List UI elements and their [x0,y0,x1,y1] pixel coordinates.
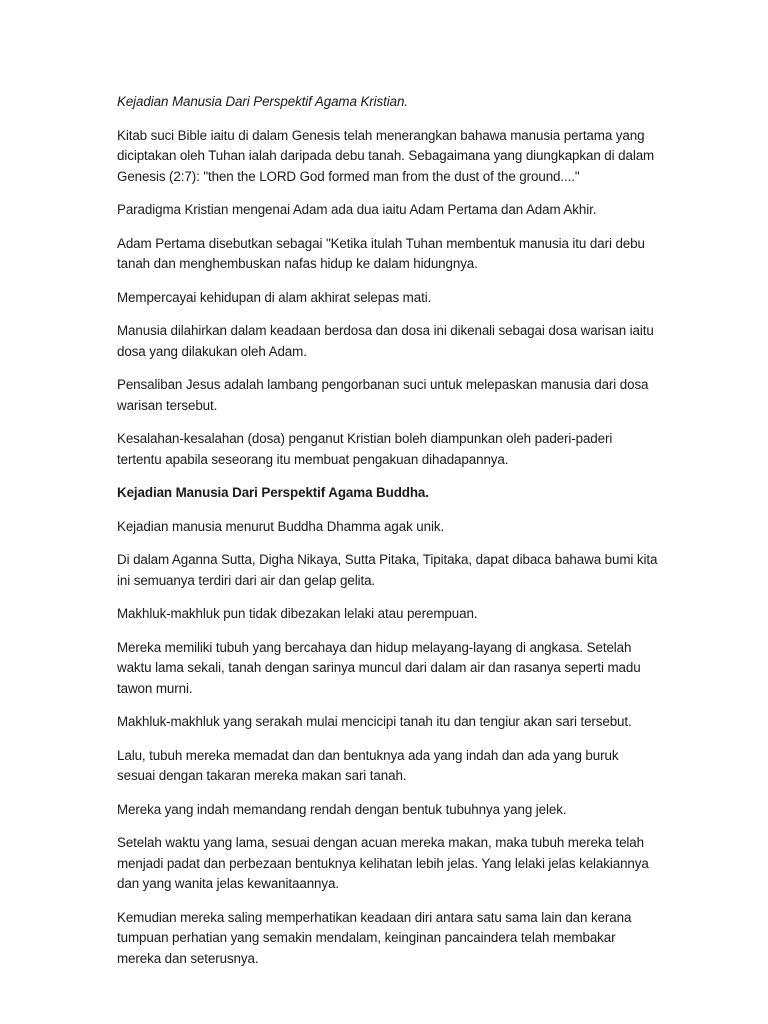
paragraph: Makhluk-makhluk pun tidak dibezakan lelaki atau perempuan. [117,606,478,621]
paragraph: Setelah waktu yang lama, sesuai dengan acuan mereka makan, maka tubuh mereka telah menjadi padat dan perbezaan bentuknya kelihatan lebih jelas. Yang lelaki jelas kelakiannya dan yang wanita jelas kewanitaannya. [117,835,649,891]
paragraph: Kesalahan-kesalahan (dosa) penganut Kristian boleh diampunkan oleh paderi-paderi tertentu apabila seseorang itu membuat pengakuan dihadapannya. [117,431,613,467]
paragraph: Paradigma Kristian mengenai Adam ada dua iaitu Adam Pertama dan Adam Akhir. [117,202,597,217]
paragraph: Mempercayai kehidupan di alam akhirat selepas mati. [117,289,432,305]
section-heading-buddha: Kejadian Manusia Dari Perspektif Agama Buddha. [117,485,429,500]
paragraph: Kemudian mereka saling memperhatikan keadaan diri antara satu sama lain dan kerana tumpuan perhatian yang semakin mendalam, keinginan pancaindera telah membakar mereka dan seterusnya. [117,909,632,966]
paragraph: Lalu, tubuh mereka memadat dan dan bentuknya ada yang indah dan ada yang buruk sesuai dengan takaran mereka makan sari tanah. [117,747,619,783]
paragraph: Kitab suci Bible iaitu di dalam Genesis telah menerangkan bahawa manusia pertama yang diciptakan oleh Tuhan ialah daripada debu tanah. Sebagaimana yang diungkapkan di dalam Genesis (2:7): "then the LORD God formed man from the dust of the ground...." [117,127,655,184]
section-heading-kristian: Kejadian Manusia Dari Perspektif Agama Kristian. [117,94,408,109]
paragraph: Manusia dilahirkan dalam keadaan berdosa dan dosa ini dikenali sebagai dosa warisan iaitu dosa yang dilakukan oleh Adam. [117,323,654,359]
paragraph: Makhluk-makhluk yang serakah mulai mencicipi tanah itu dan tengiur akan sari tersebut. [117,714,632,729]
paragraph: Mereka memiliki tubuh yang bercahaya dan hidup melayang-layang di angkasa. Setelah waktu lama sekali, tanah dengan sarinya muncul dari dalam air dan rasanya seperti madu tawon murni. [117,639,641,696]
paragraph: Di dalam Aganna Sutta, Digha Nikaya, Sutta Pitaka, Tipitaka, dapat dibaca bahawa bumi kita ini semuanya terdiri dari air dan gelap gelita. [117,552,658,588]
paragraph: Adam Pertama disebutkan sebagai "Ketika itulah Tuhan membentuk manusia itu dari debu tanah dan menghembuskan nafas hidup ke dalam hidungnya. [117,235,645,271]
paragraph: Mereka yang indah memandang rendah dengan bentuk tubuhnya yang jelek. [117,801,567,817]
paragraph: Pensaliban Jesus adalah lambang pengorbanan suci untuk melepaskan manusia dari dosa warisan tersebut. [117,377,649,413]
paragraph: Kejadian manusia menurut Buddha Dhamma agak unik. [117,518,445,534]
